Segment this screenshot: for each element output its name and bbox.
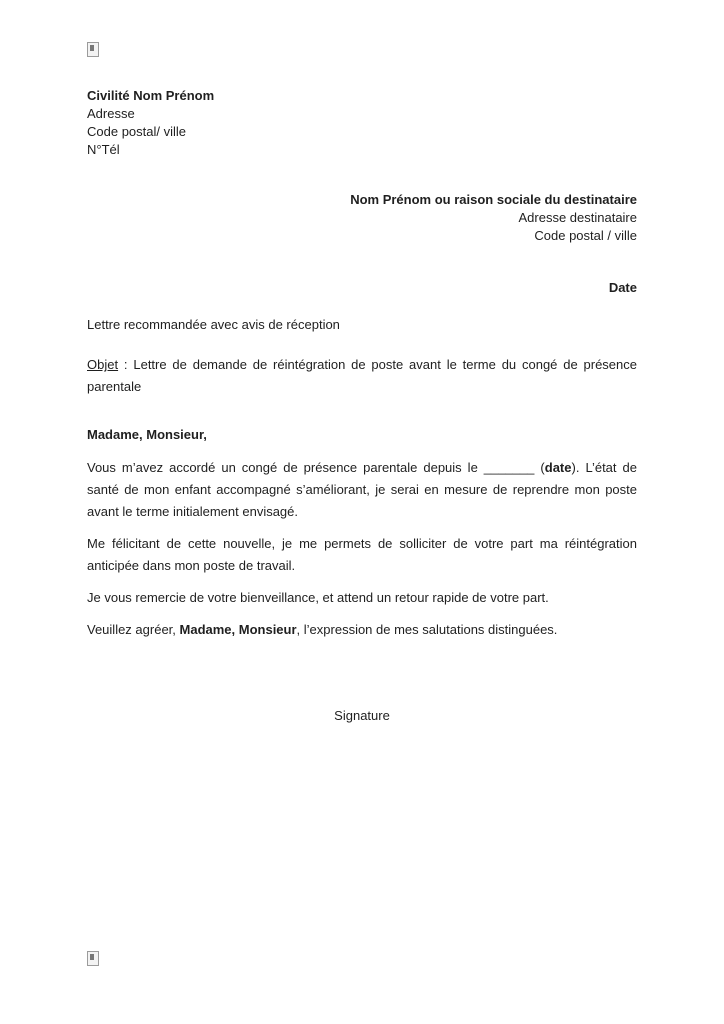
- paragraph1-paren-open: (: [534, 460, 545, 475]
- sender-phone: N°Tél: [87, 142, 120, 157]
- paragraph1-date-word: date: [544, 460, 572, 475]
- closing-text-before: Veuillez agréer,: [87, 622, 180, 637]
- body-paragraph-2: Me félicitant de cette nouvelle, je me permets de solliciter de votre part ma réintégration anticipée dans mon poste de travail.: [87, 536, 637, 573]
- body-paragraph-1: [87, 457, 637, 523]
- delivery-method-line: Lettre recommandée avec avis de réception: [87, 317, 340, 332]
- sender-name: Civilité Nom Prénom: [87, 88, 215, 103]
- closing-bold-madame-monsieur: Madame, Monsieur: [179, 622, 297, 637]
- sender-postal-city: Code postal/ ville: [87, 124, 186, 139]
- object-placeholder-icon: [87, 42, 99, 57]
- sender-block: [87, 87, 637, 159]
- recipient-postal-city: Code postal / ville: [534, 228, 637, 243]
- paragraph1-text-after: ). L’état de santé de mon enfant accompagné s’améliorant, je serai en mesure de reprendre mon poste avant le terme initialement envisagé.: [87, 460, 637, 519]
- date-placeholder: Date: [608, 280, 637, 295]
- sender-address: Adresse: [87, 106, 135, 121]
- subject-line: [87, 354, 637, 398]
- object-placeholder-icon: [87, 951, 99, 966]
- salutation-line: Madame, Monsieur,: [87, 427, 207, 442]
- body-paragraph-closing: [87, 619, 637, 641]
- subject-separator: :: [118, 357, 134, 372]
- closing-text-after: , l’expression de mes salutations distinguées.: [296, 622, 558, 637]
- signature-label: Signature: [334, 708, 390, 723]
- subject-label: Objet: [87, 357, 119, 372]
- paragraph1-text-before: Vous m’avez accordé un congé de présence parentale depuis le: [87, 460, 484, 475]
- recipient-address: Adresse destinataire: [518, 210, 637, 225]
- subject-text: Lettre de demande de réintégration de poste avant le terme du congé de présence parentale: [87, 357, 637, 394]
- recipient-block: [87, 191, 637, 245]
- body-paragraph-3: Je vous remercie de votre bienveillance, et attend un retour rapide de votre part.: [87, 590, 549, 605]
- fill-in-blank: _______: [483, 460, 535, 475]
- recipient-name: Nom Prénom ou raison sociale du destinataire: [350, 192, 637, 207]
